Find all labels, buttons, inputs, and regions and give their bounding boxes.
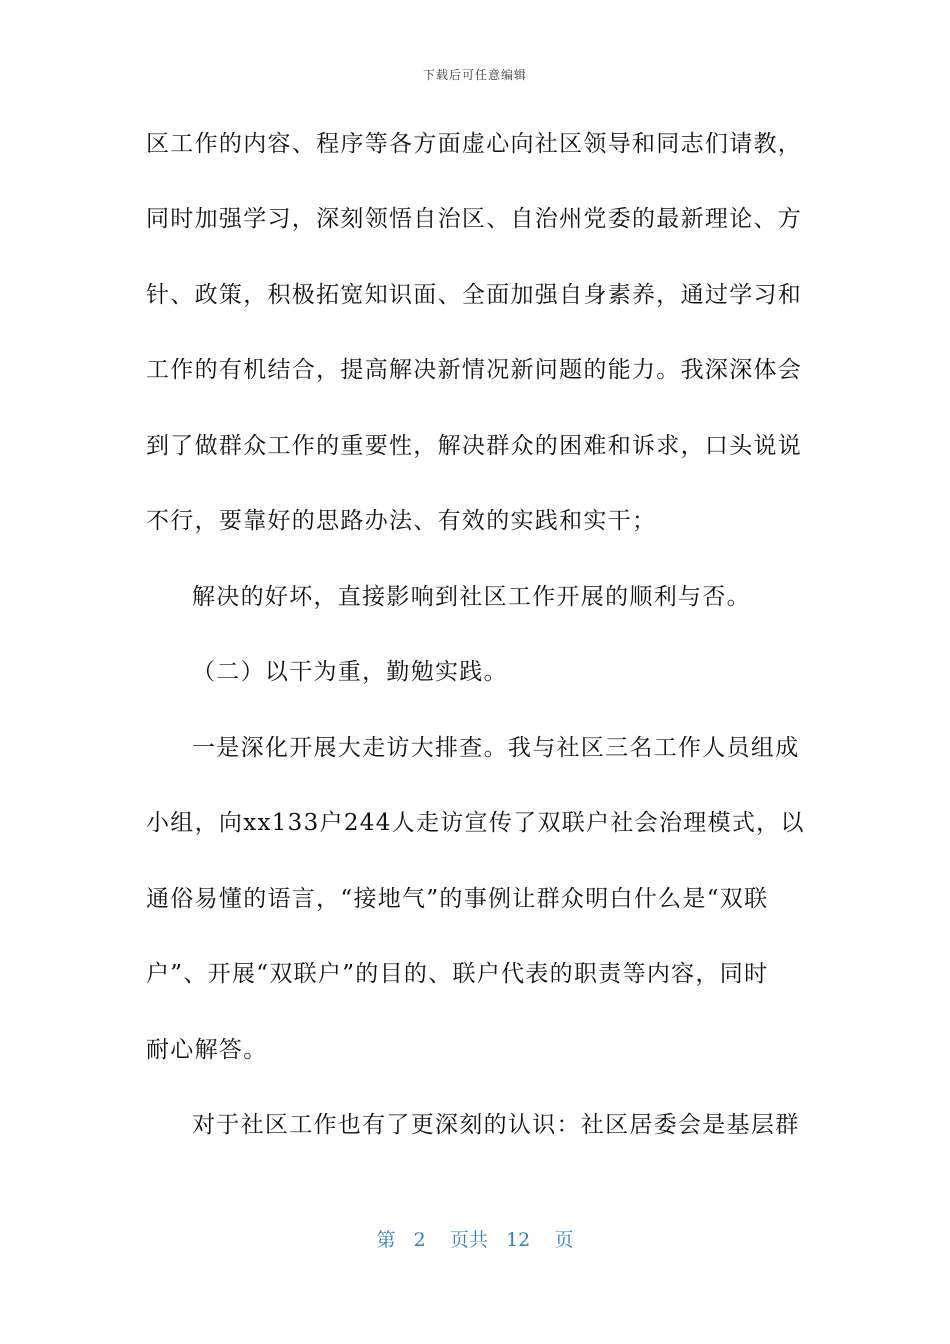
text-line: 针、政策，积极拓宽知识面、全面加强自身素养，通过学习和: [146, 282, 803, 308]
text-line: 通俗易懂的语言，“接地气”的事例让群众明白什么是“双联: [146, 886, 769, 912]
section-heading: （二）以干为重，勤勉实践。: [192, 659, 508, 685]
text-line: 耐心解答。: [146, 1037, 268, 1063]
text-line: 不行，要靠好的思路办法、有效的实践和实干；: [146, 508, 657, 534]
text-line: 解决的好坏，直接影响到社区工作开展的顺利与否。: [192, 584, 751, 610]
text-line: 一是深化开展大走访大排查。我与社区三名工作人员组成: [192, 735, 800, 761]
footer-prefix: 第: [376, 1229, 396, 1251]
text-line: 区工作的内容、程序等各方面虚心向社区领导和同志们请教，: [146, 131, 803, 157]
text-line: 同时加强学习，深刻领悟自治区、自治州党委的最新理论、方: [146, 206, 803, 232]
total-pages-number: 12: [506, 1229, 531, 1251]
page-footer: [0, 1225, 950, 1252]
text-line: 小组，向xx133户244人走访宣传了双联户社会治理模式，以: [146, 810, 805, 836]
text-line: 对于社区工作也有了更深刻的认识：社区居委会是基层群: [192, 1112, 800, 1138]
current-page-number: 2: [413, 1229, 426, 1251]
footer-middle: 页共: [449, 1229, 488, 1251]
text-line: 工作的有机结合，提高解决新情况新问题的能力。我深深体会: [146, 357, 803, 383]
text-line: 户”、开展“双联户”的目的、联户代表的职责等内容，同时: [146, 961, 769, 987]
page-header: 下载后可任意编辑: [422, 68, 527, 82]
footer-suffix: 页: [554, 1229, 574, 1251]
text-line: 到了做群众工作的重要性，解决群众的困难和诉求，口头说说: [146, 433, 803, 459]
